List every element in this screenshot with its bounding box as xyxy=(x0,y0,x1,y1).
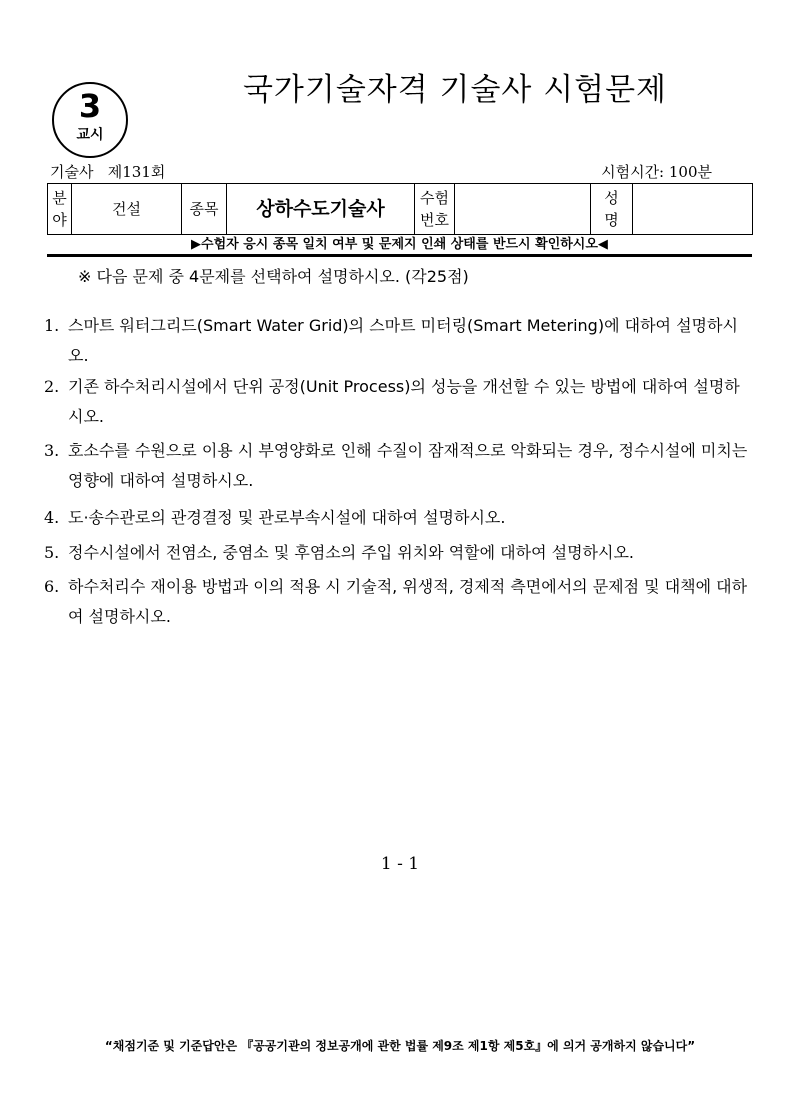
question-number: 2. xyxy=(44,377,60,396)
session-badge xyxy=(52,82,128,158)
question-item xyxy=(44,572,756,632)
page-number: 1 - 1 xyxy=(380,854,420,874)
question-item xyxy=(44,372,756,432)
question-item xyxy=(44,311,756,371)
check-notice: ▶수험자 응시 종목 일치 여부 및 문제지 인쇄 상태를 반드시 확인하시오◀ xyxy=(47,236,752,257)
question-number: 4. xyxy=(44,508,60,527)
session-number: 3 xyxy=(78,87,102,125)
name-field[interactable] xyxy=(633,184,753,235)
exam-info-table xyxy=(47,183,753,235)
exam-number-field[interactable] xyxy=(455,184,591,235)
name-label: 성 명 xyxy=(591,184,633,235)
question-number: 5. xyxy=(44,543,60,562)
category-value: 상하수도기술사 xyxy=(227,184,415,235)
question-number: 3. xyxy=(44,441,60,460)
question-item xyxy=(44,436,756,496)
exam-number-label: 수험 번호 xyxy=(415,184,455,235)
question-text: 기존 하수처리시설에서 단위 공정(Unit Process)의 성능을 개선할 수 있는 방법에 대하여 설명하시오. xyxy=(68,377,740,426)
question-text: 하수처리수 재이용 방법과 이의 적용 시 기술적, 위생적, 경제적 측면에서의 문제점 및 대책에 대하여 설명하시오. xyxy=(68,577,748,626)
category-label: 종목 xyxy=(182,184,227,235)
question-text: 도·송수관로의 관경결정 및 관로부속시설에 대하여 설명하시오. xyxy=(68,508,506,527)
exam-time: 시험시간: 100분 xyxy=(601,163,712,181)
question-text: 호소수를 수원으로 이용 시 부영양화로 인해 수질이 잠재적으로 악화되는 경우, 정수시설에 미치는 영향에 대하여 설명하시오. xyxy=(68,441,748,490)
question-number: 6. xyxy=(44,577,60,596)
question-number: 1. xyxy=(44,316,60,335)
question-item xyxy=(44,503,756,533)
page-title: 국가기술자격 기술사 시험문제 xyxy=(242,72,667,108)
question-text: 스마트 워터그리드(Smart Water Grid)의 스마트 미터링(Smart Metering)에 대하여 설명하시오. xyxy=(68,316,738,365)
exam-round: 기술사 제131회 xyxy=(50,163,166,181)
question-item xyxy=(44,538,756,568)
instruction: ※ 다음 문제 중 4문제를 선택하여 설명하시오. (각25점) xyxy=(78,267,469,286)
question-text: 정수시설에서 전염소, 중염소 및 후염소의 주입 위치와 역할에 대하여 설명하시오. xyxy=(68,543,634,562)
field-value: 건설 xyxy=(72,184,182,235)
field-label: 분 야 xyxy=(48,184,72,235)
session-label: 교시 xyxy=(76,127,104,143)
disclosure-footer: “채점기준 및 기준답안은 『공공기관의 정보공개에 관한 법률 제9조 제1항 제5호』에 의거 공개하지 않습니다” xyxy=(104,1039,696,1053)
